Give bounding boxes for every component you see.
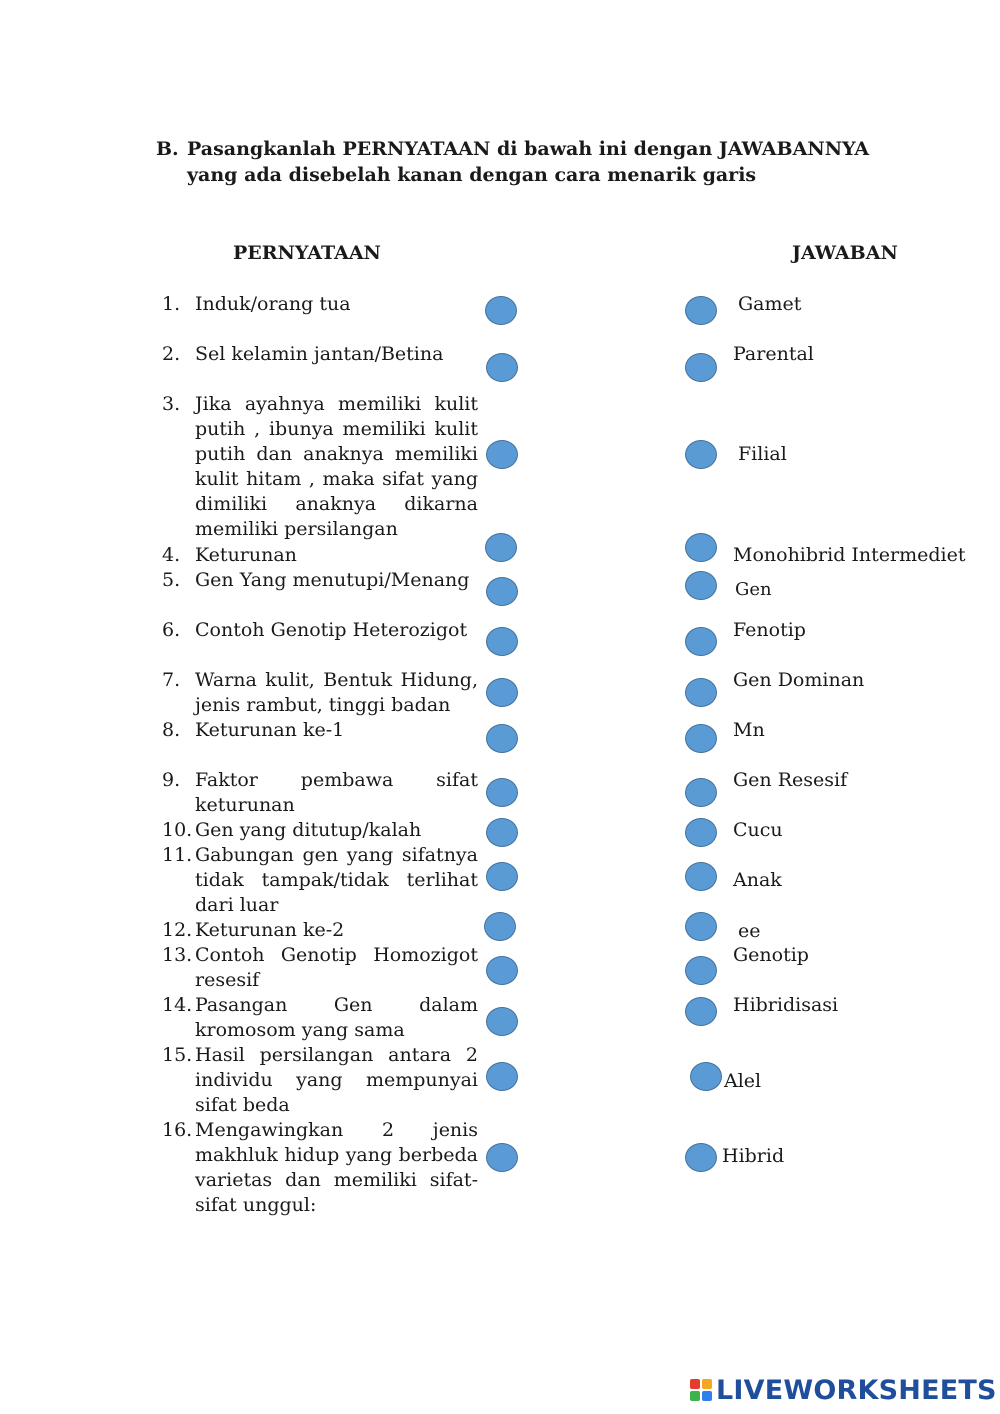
answer-label: Anak bbox=[733, 869, 782, 891]
statement-item bbox=[162, 993, 478, 1043]
statement-item bbox=[162, 543, 478, 568]
answer-label: ee bbox=[738, 920, 761, 942]
answer-dot[interactable] bbox=[685, 724, 717, 753]
statement-text: Contoh Genotip Heterozigot bbox=[195, 619, 468, 641]
logo-tiles-icon bbox=[690, 1379, 712, 1401]
statement-item bbox=[162, 1043, 478, 1118]
statement-text: Warna kulit, Bentuk Hidung, jenis rambut, tinggi badan bbox=[195, 669, 478, 716]
answer-dot[interactable] bbox=[685, 778, 717, 807]
answer-label: Filial bbox=[738, 443, 787, 465]
statement-item bbox=[162, 1118, 478, 1218]
statement-item bbox=[162, 818, 478, 843]
statement-number: 10. bbox=[162, 819, 193, 841]
statement-item bbox=[162, 943, 478, 993]
statement-dot[interactable] bbox=[484, 912, 516, 941]
statement-item bbox=[162, 668, 478, 718]
statement-text: Hasil persilangan antara 2 individu yang mempunyai sifat beda bbox=[195, 1044, 478, 1116]
statement-number: 1. bbox=[162, 293, 181, 315]
statement-text: Sel kelamin jantan/Betina bbox=[195, 343, 444, 365]
answer-dot[interactable] bbox=[685, 571, 717, 600]
statement-dot[interactable] bbox=[485, 533, 517, 562]
instruction-letter: B. bbox=[156, 138, 179, 160]
statement-item bbox=[162, 568, 478, 593]
statement-item bbox=[162, 392, 478, 542]
answer-label: Alel bbox=[724, 1070, 762, 1092]
statement-dot[interactable] bbox=[486, 627, 518, 656]
statement-text: Gen Yang menutupi/Menang bbox=[195, 569, 470, 591]
statement-number: 16. bbox=[162, 1119, 193, 1141]
statement-text: Jika ayahnya memiliki kulit putih , ibunya memiliki kulit putih dan anaknya memiliki kulit hitam , maka sifat yang dimiliki anaknya dikarna memiliki persilangan bbox=[195, 393, 478, 540]
statement-item bbox=[162, 718, 478, 743]
answer-dot[interactable] bbox=[685, 862, 717, 891]
answer-dot[interactable] bbox=[685, 627, 717, 656]
statement-text: Gen yang ditutup/kalah bbox=[195, 819, 422, 841]
statement-text: Gabungan gen yang sifatnya tidak tampak/tidak terlihat dari luar bbox=[195, 844, 478, 916]
answer-dot[interactable] bbox=[685, 997, 717, 1026]
statement-number: 9. bbox=[162, 769, 181, 791]
logo-tile bbox=[702, 1379, 712, 1389]
statement-dot[interactable] bbox=[486, 440, 518, 469]
statement-number: 14. bbox=[162, 994, 193, 1016]
statement-number: 7. bbox=[162, 669, 181, 691]
statement-dot[interactable] bbox=[486, 724, 518, 753]
logo-tile bbox=[702, 1391, 712, 1401]
header-jawaban: JAWABAN bbox=[792, 242, 898, 264]
statement-dot[interactable] bbox=[486, 1062, 518, 1091]
statement-dot[interactable] bbox=[486, 353, 518, 382]
answer-label: Gen bbox=[735, 579, 772, 600]
statement-number: 12. bbox=[162, 919, 193, 941]
answer-label: Cucu bbox=[733, 819, 783, 841]
answer-dot[interactable] bbox=[685, 296, 717, 325]
statement-dot[interactable] bbox=[486, 1007, 518, 1036]
statement-dot[interactable] bbox=[486, 818, 518, 847]
statement-dot[interactable] bbox=[486, 1143, 518, 1172]
statement-dot[interactable] bbox=[486, 862, 518, 891]
statement-text: Keturunan bbox=[195, 544, 297, 566]
statement-text: Faktor pembawa sifat keturunan bbox=[195, 769, 478, 816]
header-pernyataan: PERNYATAAN bbox=[233, 242, 381, 264]
statement-number: 2. bbox=[162, 343, 181, 365]
logo-tile bbox=[690, 1379, 700, 1389]
answer-dot[interactable] bbox=[685, 533, 717, 562]
statement-number: 4. bbox=[162, 544, 181, 566]
instruction-text: Pasangkanlah PERNYATAAN di bawah ini dengan JAWABANNYA yang ada disebelah kanan dengan cara menarik garis bbox=[187, 138, 870, 186]
statement-number: 3. bbox=[162, 393, 181, 415]
answer-dot[interactable] bbox=[690, 1062, 722, 1091]
statement-text: Pasangan Gen dalam kromosom yang sama bbox=[195, 994, 478, 1041]
statement-item bbox=[162, 768, 478, 818]
logo-tile bbox=[690, 1391, 700, 1401]
statement-text: Induk/orang tua bbox=[195, 293, 351, 315]
statement-text: Keturunan ke-1 bbox=[195, 719, 345, 741]
statement-number: 11. bbox=[162, 844, 193, 866]
statement-number: 15. bbox=[162, 1044, 193, 1066]
answer-label: Gen Resesif bbox=[733, 769, 848, 791]
statement-item bbox=[162, 618, 478, 643]
answer-label: Genotip bbox=[733, 944, 809, 966]
logo-text: LIVEWORKSHEETS bbox=[716, 1374, 997, 1406]
answer-dot[interactable] bbox=[685, 1143, 717, 1172]
statement-item bbox=[162, 342, 478, 367]
answer-dot[interactable] bbox=[685, 912, 717, 941]
statement-text: Keturunan ke-2 bbox=[195, 919, 345, 941]
answer-dot[interactable] bbox=[685, 440, 717, 469]
statement-number: 5. bbox=[162, 569, 181, 591]
instruction bbox=[156, 136, 896, 188]
statement-item bbox=[162, 918, 478, 943]
answer-label: Gen Dominan bbox=[733, 669, 865, 691]
answer-label: Hibrid bbox=[722, 1145, 785, 1167]
statement-number: 6. bbox=[162, 619, 181, 641]
statement-number: 13. bbox=[162, 944, 193, 966]
statement-item bbox=[162, 292, 478, 317]
answer-label: Gamet bbox=[738, 293, 802, 315]
statement-dot[interactable] bbox=[486, 956, 518, 985]
statement-dot[interactable] bbox=[486, 778, 518, 807]
statement-number: 8. bbox=[162, 719, 181, 741]
liveworksheets-logo bbox=[690, 1374, 997, 1406]
answer-dot[interactable] bbox=[685, 956, 717, 985]
statement-dot[interactable] bbox=[486, 678, 518, 707]
answer-dot[interactable] bbox=[685, 678, 717, 707]
answer-label: Parental bbox=[733, 343, 814, 365]
answer-label: Hibridisasi bbox=[733, 994, 839, 1016]
answer-dot[interactable] bbox=[685, 353, 717, 382]
answer-label: Monohibrid Intermediet bbox=[733, 544, 966, 566]
statement-text: Contoh Genotip Homozigot resesif bbox=[195, 944, 478, 991]
statement-item bbox=[162, 843, 478, 918]
answer-dot[interactable] bbox=[685, 818, 717, 847]
answer-label: Mn bbox=[733, 719, 765, 741]
statement-dot[interactable] bbox=[486, 577, 518, 606]
answer-label: Fenotip bbox=[733, 619, 806, 641]
statement-text: Mengawingkan 2 jenis makhluk hidup yang berbeda varietas dan memiliki sifat-sifat unggul: bbox=[195, 1119, 478, 1216]
statement-dot[interactable] bbox=[485, 296, 517, 325]
